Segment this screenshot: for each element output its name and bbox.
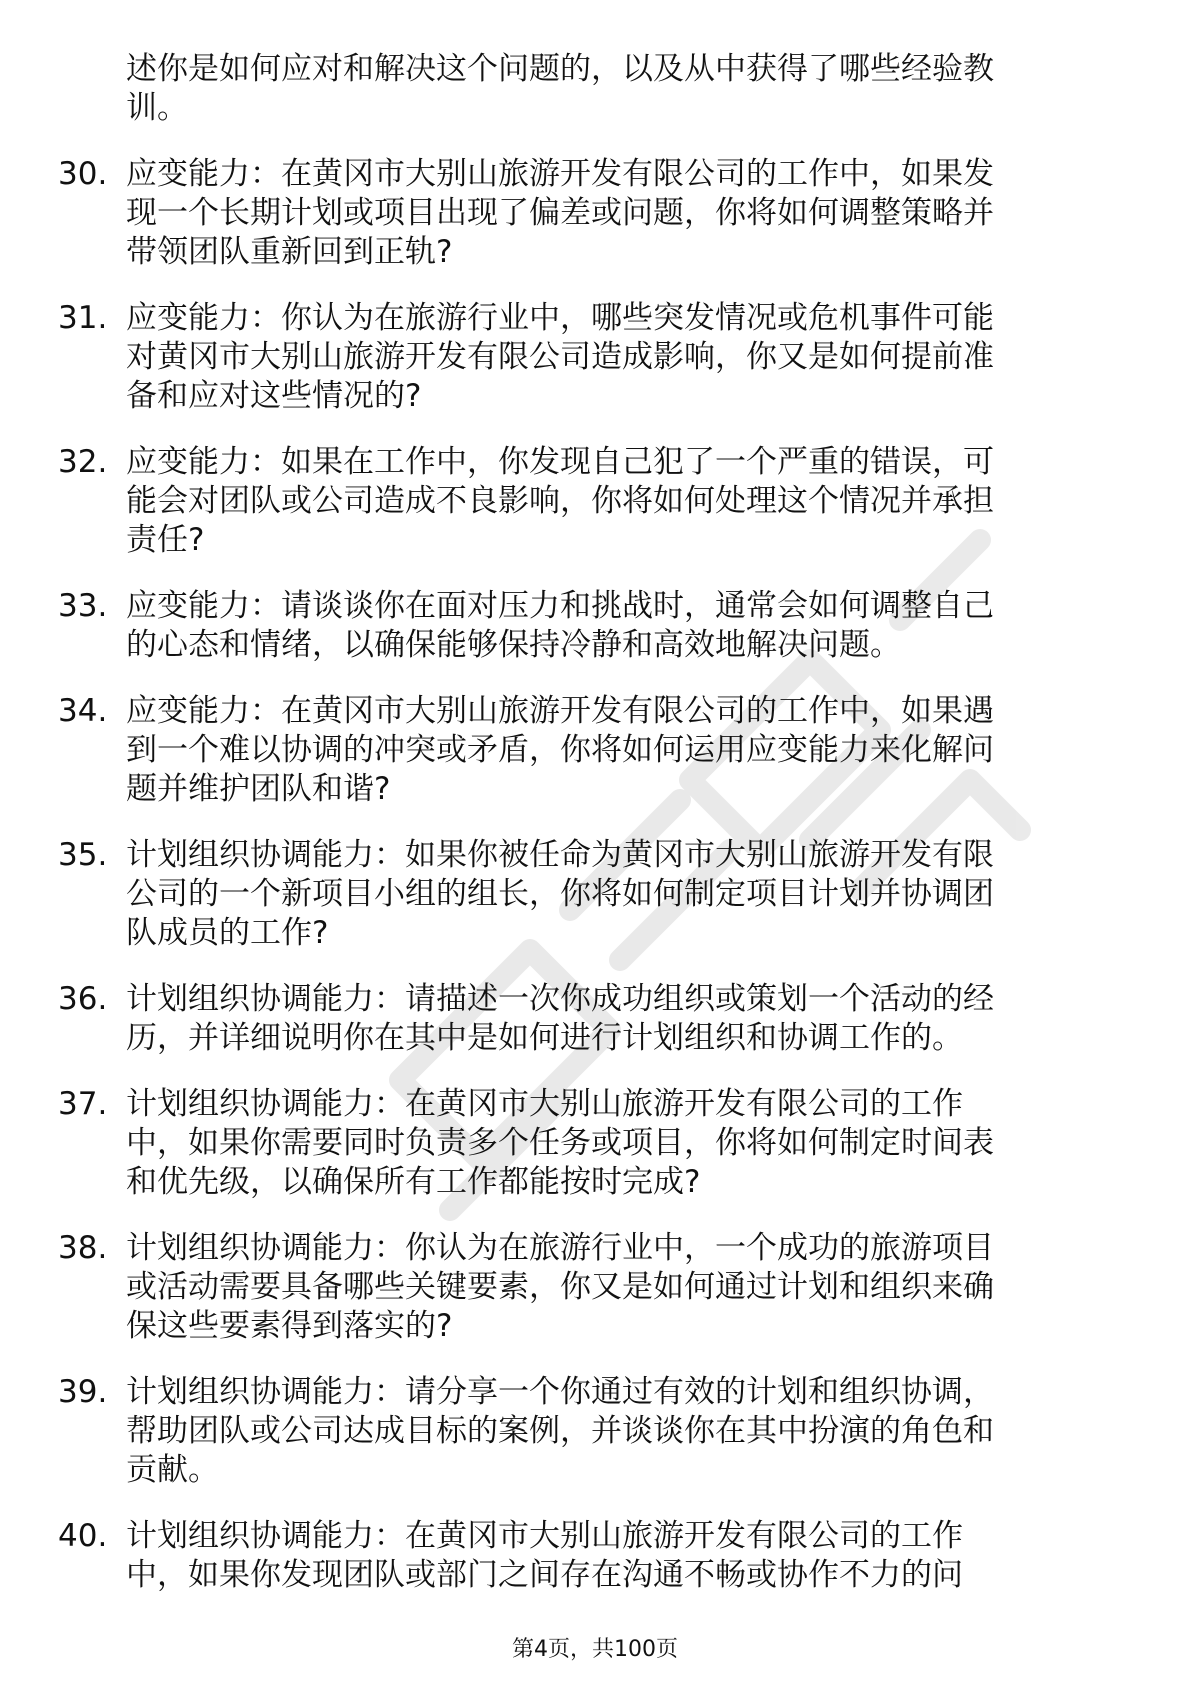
- text-line: 公司的一个新项目小组的组长，你将如何制定项目计划并协调团: [126, 876, 994, 912]
- item-text: [126, 980, 1108, 1058]
- item-number: 38.: [58, 1230, 108, 1266]
- text-line: 责任?: [126, 522, 205, 558]
- text-line: 备和应对这些情况的?: [126, 378, 422, 414]
- item-text: [126, 1229, 1108, 1346]
- item-text: [126, 836, 1108, 953]
- text-line: 的心态和情绪，以确保能够保持冷静和高效地解决问题。: [126, 627, 901, 663]
- text-line: 带领团队重新回到正轨?: [126, 234, 453, 270]
- continued-paragraph: [58, 50, 1108, 128]
- text-line: 应变能力：如果在工作中，你发现自己犯了一个严重的错误，可: [126, 444, 994, 480]
- text-line: 和优先级，以确保所有工作都能按时完成?: [126, 1164, 701, 1200]
- item-text: [126, 692, 1108, 809]
- text-line: 历，并详细说明你在其中是如何进行计划组织和协调工作的。: [126, 1020, 963, 1056]
- item-text: [126, 155, 1108, 272]
- text-line: 应变能力：你认为在旅游行业中，哪些突发情况或危机事件可能: [126, 300, 994, 336]
- page-number-footer: 第4页，共100页: [512, 1637, 678, 1662]
- text-line: 题并维护团队和谐?: [126, 771, 391, 807]
- text-line: 帮助团队或公司达成目标的案例，并谈谈你在其中扮演的角色和: [126, 1413, 994, 1449]
- item-number: 35.: [58, 837, 108, 873]
- text-line: 计划组织协调能力：在黄冈市大别山旅游开发有限公司的工作: [126, 1086, 963, 1122]
- item-number: 37.: [58, 1086, 108, 1122]
- text-line: 保这些要素得到落实的?: [126, 1308, 453, 1344]
- list-item-30: [58, 155, 1108, 272]
- text-line: 计划组织协调能力：如果你被任命为黄冈市大别山旅游开发有限: [126, 837, 994, 873]
- text-line: 应变能力：请谈谈你在面对压力和挑战时，通常会如何调整自己: [126, 588, 994, 624]
- text-line: 训。: [126, 90, 188, 126]
- item-text: [126, 1085, 1108, 1202]
- list-item-31: [58, 299, 1108, 416]
- text-line: 或活动需要具备哪些关键要素，你又是如何通过计划和组织来确: [126, 1269, 994, 1305]
- list-item-40: [58, 1517, 1108, 1595]
- text-line: 队成员的工作?: [126, 915, 329, 951]
- list-item-33: [58, 587, 1108, 665]
- item-number: 31.: [58, 300, 108, 336]
- text-line: 中，如果你需要同时负责多个任务或项目，你将如何制定时间表: [126, 1125, 994, 1161]
- item-text: [126, 443, 1108, 560]
- list-item-37: [58, 1085, 1108, 1202]
- item-number: 36.: [58, 981, 108, 1017]
- list-item-36: [58, 980, 1108, 1058]
- text-line: 中，如果你发现团队或部门之间存在沟通不畅或协作不力的问: [126, 1557, 963, 1593]
- list-item-35: [58, 836, 1108, 953]
- item-text: [126, 1517, 1108, 1595]
- list-item-38: [58, 1229, 1108, 1346]
- item-text: [126, 1373, 1108, 1490]
- text-line: 述你是如何应对和解决这个问题的，以及从中获得了哪些经验教: [126, 51, 994, 87]
- item-number: 32.: [58, 444, 108, 480]
- list-item-39: [58, 1373, 1108, 1490]
- text-line: 计划组织协调能力：在黄冈市大别山旅游开发有限公司的工作: [126, 1518, 963, 1554]
- text-line: 能会对团队或公司造成不良影响，你将如何处理这个情况并承担: [126, 483, 994, 519]
- text-line: 现一个长期计划或项目出现了偏差或问题，你将如何调整策略并: [126, 195, 994, 231]
- item-number: 40.: [58, 1518, 108, 1554]
- text-line: 贡献。: [126, 1452, 219, 1488]
- text-line: 计划组织协调能力：请分享一个你通过有效的计划和组织协调，: [126, 1374, 994, 1410]
- list-item-34: [58, 692, 1108, 809]
- text-line: 到一个难以协调的冲突或矛盾，你将如何运用应变能力来化解问: [126, 732, 994, 768]
- item-number: 33.: [58, 588, 108, 624]
- list-item-32: [58, 443, 1108, 560]
- text-line: 对黄冈市大别山旅游开发有限公司造成影响，你又是如何提前准: [126, 339, 994, 375]
- item-text: [126, 587, 1108, 665]
- item-number: 39.: [58, 1374, 108, 1410]
- text-line: 应变能力：在黄冈市大别山旅游开发有限公司的工作中，如果发: [126, 156, 994, 192]
- text-line: 应变能力：在黄冈市大别山旅游开发有限公司的工作中，如果遇: [126, 693, 994, 729]
- question-list: [58, 50, 1108, 1622]
- text-line: 计划组织协调能力：请描述一次你成功组织或策划一个活动的经: [126, 981, 994, 1017]
- item-number: 30.: [58, 156, 108, 192]
- item-number: 34.: [58, 693, 108, 729]
- text-line: 计划组织协调能力：你认为在旅游行业中，一个成功的旅游项目: [126, 1230, 994, 1266]
- item-text: [126, 299, 1108, 416]
